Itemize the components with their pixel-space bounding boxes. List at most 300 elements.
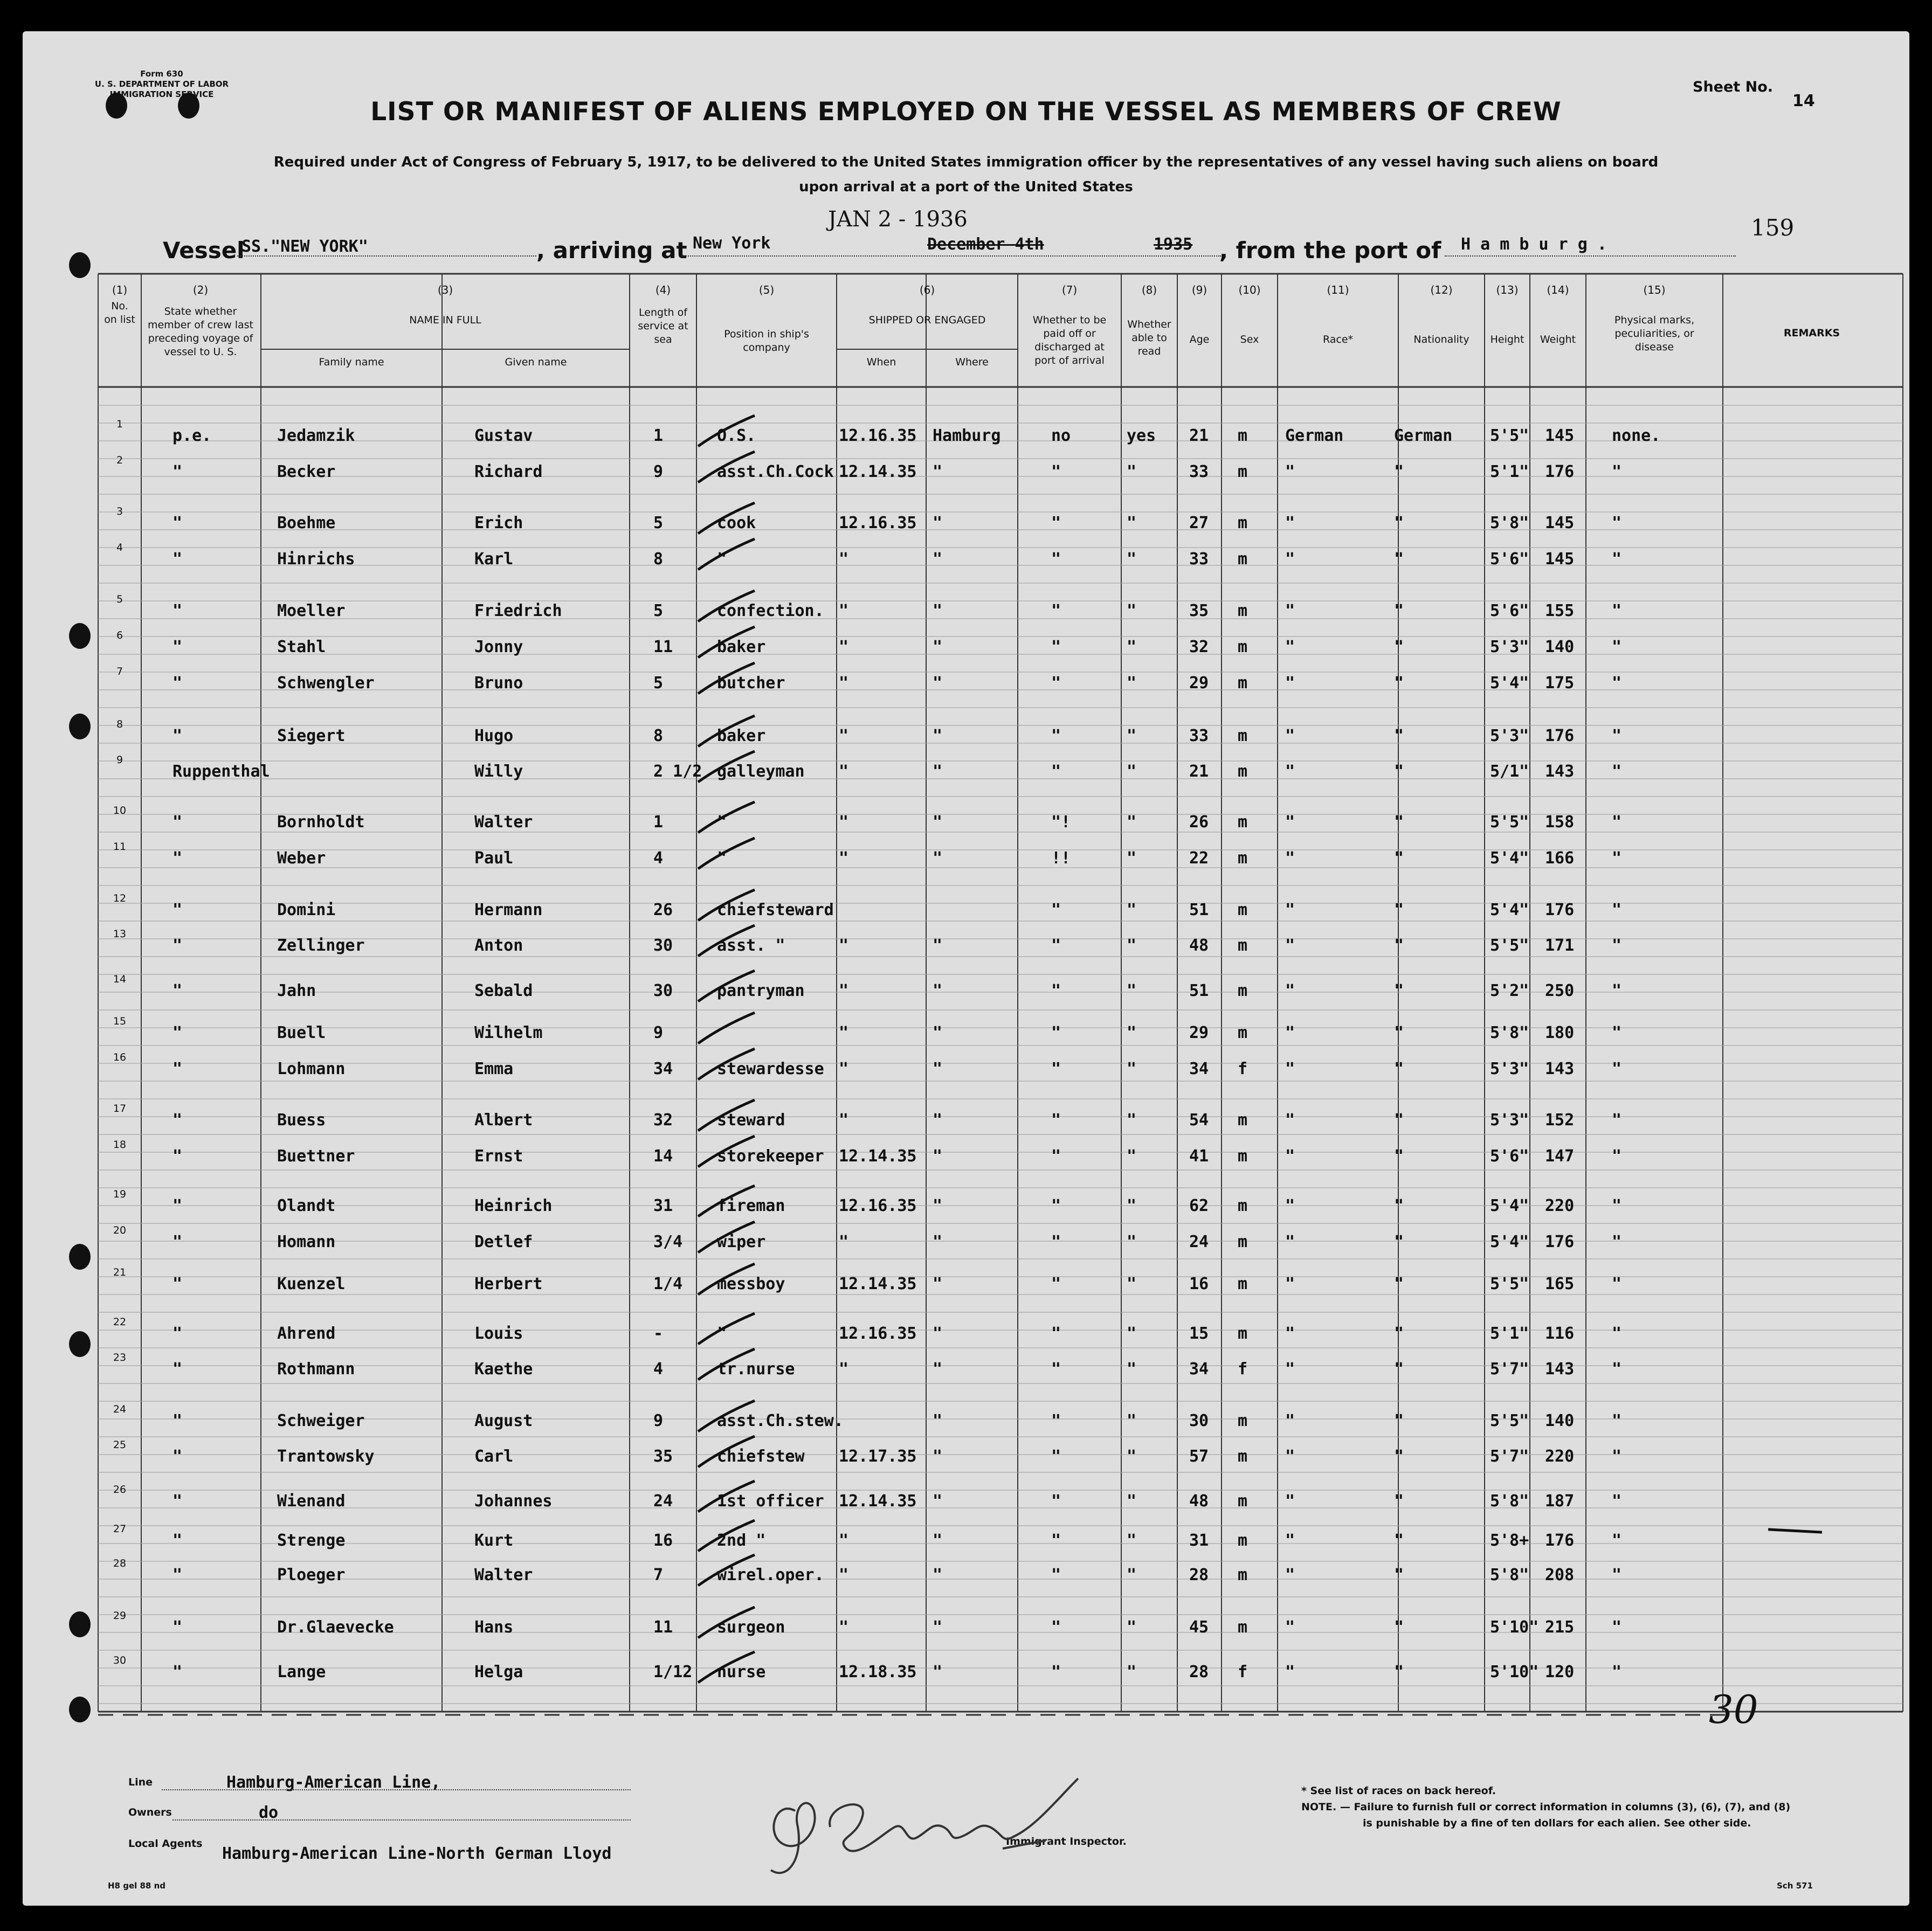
punch-hole xyxy=(69,252,91,278)
height-cell: 5'8+ xyxy=(1490,1531,1529,1550)
nationality-cell: " xyxy=(1394,849,1404,868)
given-name-cell: Willy xyxy=(474,762,523,781)
year-written: 1935 xyxy=(1154,235,1193,254)
age-cell: 45 xyxy=(1189,1618,1209,1637)
paid-off-cell: " xyxy=(1051,1360,1061,1379)
position-cell: " xyxy=(717,1324,727,1343)
given-name-cell: Helga xyxy=(474,1663,523,1681)
subheader-where: Where xyxy=(955,356,989,368)
arriving-label: , arriving at xyxy=(536,237,687,264)
weight-cell: 176 xyxy=(1545,1233,1575,1251)
weight-cell: 116 xyxy=(1545,1324,1575,1343)
physical-marks-cell: " xyxy=(1612,1060,1622,1078)
weight-cell: 220 xyxy=(1545,1196,1575,1215)
nationality-cell: " xyxy=(1394,1233,1404,1251)
nationality-cell: " xyxy=(1394,1663,1404,1681)
sex-cell: f xyxy=(1238,1060,1248,1078)
sex-cell: m xyxy=(1238,514,1248,532)
row-number: 2 xyxy=(116,454,123,466)
document-title: LIST OR MANIFEST OF ALIENS EMPLOYED ON THE VESSEL AS MEMBERS OF CREW xyxy=(370,97,1562,127)
given-name-cell: Hermann xyxy=(474,901,543,919)
shipped-when-cell: 12.16.35 xyxy=(839,426,917,445)
paid-off-cell: " xyxy=(1051,674,1061,693)
height-cell: 5'8" xyxy=(1490,1492,1529,1511)
prev-voyage-cell: " xyxy=(172,550,183,569)
check-stroke-mark xyxy=(695,1649,760,1687)
nationality-cell: " xyxy=(1394,674,1404,693)
paid-off-cell: " xyxy=(1051,981,1061,1000)
shipped-when-cell: 12.16.35 xyxy=(839,514,917,532)
given-name-cell: Carl xyxy=(474,1447,514,1466)
race-cell: " xyxy=(1285,1531,1295,1550)
shipped-where-cell: " xyxy=(933,1060,943,1078)
requirement-line-1: Required under Act of Congress of February 5, 1917, to be delivered to the United States immigration officer by the representatives of any vessel having such aliens on board xyxy=(273,154,1659,170)
given-name-cell: Walter xyxy=(474,813,533,832)
punch-hole xyxy=(69,1697,91,1722)
col-num-7: (7) xyxy=(1061,283,1078,296)
family-name-cell: Hinrichs xyxy=(277,550,355,569)
prev-voyage-cell: " xyxy=(172,1447,183,1466)
shipped-when-cell: " xyxy=(839,601,849,620)
shipped-when-cell: " xyxy=(839,726,849,745)
given-name-cell: Wilhelm xyxy=(474,1023,543,1042)
shipped-when-cell: " xyxy=(839,638,849,656)
position-cell: pantryman xyxy=(717,981,805,1000)
prev-voyage-cell: " xyxy=(172,1531,183,1550)
weight-cell: 158 xyxy=(1545,813,1575,832)
subheader-family-name: Family name xyxy=(319,356,384,368)
shipped-when-cell: " xyxy=(839,550,849,569)
prev-voyage-cell: " xyxy=(172,1275,183,1293)
service-length-cell: 30 xyxy=(653,981,673,1000)
prev-voyage-cell: " xyxy=(172,1492,183,1511)
family-name-cell: Schwengler xyxy=(277,674,375,693)
able-to-read-cell: " xyxy=(1127,550,1137,569)
family-name-cell: Ahrend xyxy=(277,1324,336,1343)
position-cell: butcher xyxy=(717,674,785,693)
weight-cell: 176 xyxy=(1545,462,1575,481)
age-cell: 51 xyxy=(1189,901,1209,919)
height-cell: 5'5" xyxy=(1490,813,1529,832)
col-header-12: Nationality xyxy=(1413,334,1469,345)
col-header-3: NAME IN FULL xyxy=(409,314,481,326)
sex-cell: m xyxy=(1238,1531,1248,1550)
check-stroke-mark xyxy=(695,1434,760,1471)
paid-off-cell: " xyxy=(1051,1411,1061,1430)
given-name-cell: Emma xyxy=(474,1060,514,1078)
given-name-cell: Bruno xyxy=(474,674,523,693)
position-cell: baker xyxy=(717,638,766,656)
position-cell: wirel.oper. xyxy=(717,1566,824,1584)
height-cell: 5'4" xyxy=(1490,901,1529,919)
row-number: 24 xyxy=(113,1403,127,1415)
weight-cell: 220 xyxy=(1545,1447,1575,1466)
schedule-code: Sch 571 xyxy=(1777,1881,1813,1891)
family-name-cell: Dr.Glaevecke xyxy=(277,1618,394,1637)
note-line-2: is punishable by a fine of ten dollars for each alien. See other side. xyxy=(1363,1817,1751,1829)
able-to-read-cell: " xyxy=(1127,1111,1137,1130)
check-stroke-mark xyxy=(695,1398,760,1436)
height-cell: 5'4" xyxy=(1490,674,1529,693)
check-stroke-mark xyxy=(695,1219,760,1257)
prev-voyage-cell: " xyxy=(172,514,183,532)
family-name-cell: Weber xyxy=(277,849,326,868)
check-stroke-mark xyxy=(695,624,760,662)
shipped-where-cell: " xyxy=(933,762,943,781)
service-length-cell: 4 xyxy=(653,849,664,868)
nationality-cell: " xyxy=(1394,1060,1404,1078)
given-name-cell: Detlef xyxy=(474,1233,533,1251)
able-to-read-cell: " xyxy=(1127,1492,1137,1511)
prev-voyage-cell: " xyxy=(172,601,183,620)
paid-off-cell: " xyxy=(1051,1111,1061,1130)
prev-voyage-cell: " xyxy=(172,1196,183,1215)
family-name-cell: Becker xyxy=(277,462,336,481)
check-stroke-mark xyxy=(695,923,760,960)
prev-voyage-cell: " xyxy=(172,1147,183,1166)
row-number: 12 xyxy=(113,892,127,904)
height-cell: 5'6" xyxy=(1490,550,1529,569)
col-header-4: Length of service at sea xyxy=(638,307,688,345)
owners-label: Owners xyxy=(128,1807,172,1818)
line-value: Hamburg-American Line, xyxy=(226,1773,441,1792)
physical-marks-cell: " xyxy=(1612,1411,1622,1430)
height-cell: 5'8" xyxy=(1490,1023,1529,1042)
check-stroke-mark xyxy=(695,588,760,626)
paid-off-cell: " xyxy=(1051,726,1061,745)
paid-off-cell: " xyxy=(1051,936,1061,955)
check-stroke-mark xyxy=(695,713,760,751)
age-cell: 30 xyxy=(1189,1411,1209,1430)
position-cell: steward xyxy=(717,1111,785,1130)
service-length-cell: 9 xyxy=(653,462,664,481)
position-cell: confection. xyxy=(717,601,824,620)
weight-cell: 215 xyxy=(1545,1618,1575,1637)
note-line-1: NOTE. — Failure to furnish full or correct information in columns (3), (6), (7), and (8) xyxy=(1301,1801,1791,1813)
nationality-cell: " xyxy=(1394,901,1404,919)
shipped-where-cell: " xyxy=(933,1275,943,1293)
shipped-where-cell: " xyxy=(933,674,943,693)
service-length-cell: 11 xyxy=(653,1618,673,1637)
paid-off-cell: " xyxy=(1051,901,1061,919)
nationality-cell: " xyxy=(1394,1111,1404,1130)
check-stroke-mark xyxy=(695,1046,760,1084)
paid-off-cell: " xyxy=(1051,601,1061,620)
given-name-cell: Louis xyxy=(474,1324,523,1343)
race-cell: " xyxy=(1285,813,1295,832)
prev-voyage-cell: " xyxy=(172,1111,183,1130)
from-underline xyxy=(1445,255,1736,257)
height-cell: 5'2" xyxy=(1490,981,1529,1000)
height-cell: 5'4" xyxy=(1490,849,1529,868)
check-stroke-mark xyxy=(695,1097,760,1135)
nationality-cell: " xyxy=(1394,813,1404,832)
race-cell: " xyxy=(1285,901,1295,919)
family-name-cell: Jedamzik xyxy=(277,426,355,445)
physical-marks-cell: " xyxy=(1612,674,1622,693)
note-races: * See list of races on back hereof. xyxy=(1301,1785,1496,1797)
service-length-cell: 7 xyxy=(653,1566,664,1584)
physical-marks-cell: " xyxy=(1612,550,1622,569)
service-length-cell: 8 xyxy=(653,726,664,745)
row-number: 19 xyxy=(113,1188,127,1200)
col-header-1: No. on list xyxy=(104,300,135,326)
able-to-read-cell: " xyxy=(1127,901,1137,919)
able-to-read-cell: " xyxy=(1127,1447,1137,1466)
position-cell: " xyxy=(717,813,727,832)
family-name-cell: Lange xyxy=(277,1663,326,1681)
check-stroke-mark xyxy=(695,1346,760,1384)
prev-voyage-cell: " xyxy=(172,462,183,481)
row-number: 18 xyxy=(113,1139,127,1151)
weight-cell: 208 xyxy=(1545,1566,1575,1584)
age-cell: 35 xyxy=(1189,601,1209,620)
height-cell: 5'10" xyxy=(1490,1663,1539,1681)
service-length-cell: 8 xyxy=(653,550,664,569)
prev-voyage-cell: " xyxy=(172,813,183,832)
shipped-where-cell: " xyxy=(933,1023,943,1042)
shipped-when-cell: 12.18.35 xyxy=(839,1663,917,1681)
service-length-cell: 2 1/2 xyxy=(653,762,702,781)
owners-value: do xyxy=(259,1803,279,1822)
weight-cell: 120 xyxy=(1545,1663,1575,1681)
prev-voyage-cell: p.e. xyxy=(172,426,212,445)
row-number: 13 xyxy=(113,928,127,940)
date-written: December 4th xyxy=(927,235,1044,254)
family-name-cell: Trantowsky xyxy=(277,1447,375,1466)
family-name-cell: Buettner xyxy=(277,1147,355,1166)
row-number: 5 xyxy=(116,593,123,605)
nationality-cell: " xyxy=(1394,1275,1404,1293)
given-name-cell: Gustav xyxy=(474,426,533,445)
given-name-cell: Heinrich xyxy=(474,1196,553,1215)
service-length-cell: 35 xyxy=(653,1447,673,1466)
weight-cell: 176 xyxy=(1545,901,1575,919)
able-to-read-cell: " xyxy=(1127,936,1137,955)
position-cell: asst.Ch.Cock xyxy=(717,462,834,481)
service-length-cell: 1/4 xyxy=(653,1275,683,1293)
arriving-port: New York xyxy=(693,234,771,253)
nationality-cell: " xyxy=(1394,514,1404,532)
col-num-12: (12) xyxy=(1430,283,1453,296)
row-number: 3 xyxy=(116,506,123,517)
check-stroke-mark xyxy=(695,660,760,698)
physical-marks-cell: none. xyxy=(1612,426,1661,445)
race-cell: " xyxy=(1285,762,1295,781)
total-count-handwritten: 30 xyxy=(1709,1687,1758,1732)
able-to-read-cell: " xyxy=(1127,1275,1137,1293)
race-cell: " xyxy=(1285,1663,1295,1681)
physical-marks-cell: " xyxy=(1612,1324,1622,1343)
position-cell: galleyman xyxy=(717,762,805,781)
physical-marks-cell: " xyxy=(1612,936,1622,955)
shipped-when-cell: 12.16.35 xyxy=(839,1196,917,1215)
position-cell: stewardesse xyxy=(717,1060,824,1078)
col-num-11: (11) xyxy=(1327,283,1349,296)
col-header-14: Weight xyxy=(1540,334,1576,345)
position-cell: " xyxy=(717,849,727,868)
able-to-read-cell: " xyxy=(1127,1531,1137,1550)
service-length-cell: 4 xyxy=(653,1360,664,1379)
row-number: 16 xyxy=(113,1051,127,1063)
weight-cell: 152 xyxy=(1545,1111,1575,1130)
shipped-when-cell: " xyxy=(839,1023,849,1042)
shipped-when-cell: " xyxy=(839,674,849,693)
given-name-cell: Paul xyxy=(474,849,514,868)
age-cell: 32 xyxy=(1189,638,1209,656)
age-cell: 28 xyxy=(1189,1566,1209,1584)
nationality-cell: " xyxy=(1394,1531,1404,1550)
shipped-when-cell: " xyxy=(839,1111,849,1130)
race-cell: " xyxy=(1285,1566,1295,1584)
weight-cell: 175 xyxy=(1545,674,1575,693)
weight-cell: 176 xyxy=(1545,1531,1575,1550)
service-length-cell: 5 xyxy=(653,674,664,693)
family-name-cell: Moeller xyxy=(277,601,346,620)
height-cell: 5'1" xyxy=(1490,1324,1529,1343)
sex-cell: f xyxy=(1238,1663,1248,1681)
weight-cell: 180 xyxy=(1545,1023,1575,1042)
col-num-13: (13) xyxy=(1496,283,1519,296)
able-to-read-cell: " xyxy=(1127,1233,1137,1251)
height-cell: 5'5" xyxy=(1490,426,1529,445)
position-cell: fireman xyxy=(717,1196,785,1215)
shipped-where-cell: " xyxy=(933,981,943,1000)
shipped-when-cell: 12.17.35 xyxy=(839,1447,917,1466)
vessel-name: SS."NEW YORK" xyxy=(242,237,368,256)
physical-marks-cell: " xyxy=(1612,1447,1622,1466)
given-name-cell: Sebald xyxy=(474,981,533,1000)
sex-cell: m xyxy=(1238,674,1248,693)
height-cell: 5'8" xyxy=(1490,514,1529,532)
prev-voyage-cell: " xyxy=(172,936,183,955)
service-length-cell: 9 xyxy=(653,1023,664,1042)
nationality-cell: " xyxy=(1394,601,1404,620)
shipped-when-cell: " xyxy=(839,1233,849,1251)
row-number: 10 xyxy=(113,805,127,816)
family-name-cell: Ploeger xyxy=(277,1566,346,1584)
service-length-cell: 3/4 xyxy=(653,1233,683,1251)
shipped-when-cell: " xyxy=(839,813,849,832)
paid-off-cell: " xyxy=(1051,1447,1061,1466)
given-name-cell: Anton xyxy=(474,936,523,955)
form-number: Form 630 xyxy=(140,69,183,79)
shipped-where-cell: " xyxy=(933,849,943,868)
given-name-cell: Richard xyxy=(474,462,543,481)
height-cell: 5'4" xyxy=(1490,1233,1529,1251)
service-length-cell: 26 xyxy=(653,901,673,919)
punch-hole xyxy=(69,714,91,739)
shipped-when-cell: " xyxy=(839,762,849,781)
col-header-6: SHIPPED OR ENGAGED xyxy=(868,314,986,326)
paid-off-cell: no xyxy=(1051,426,1071,445)
nationality-cell: " xyxy=(1394,1147,1404,1166)
punch-hole xyxy=(69,623,91,649)
sex-cell: m xyxy=(1238,981,1248,1000)
physical-marks-cell: " xyxy=(1612,601,1622,620)
able-to-read-cell: " xyxy=(1127,1618,1137,1637)
sex-cell: m xyxy=(1238,1618,1248,1637)
given-name-cell: Jonny xyxy=(474,638,523,656)
check-stroke-mark xyxy=(695,749,760,786)
race-cell: " xyxy=(1285,514,1295,532)
family-name-cell: Boehme xyxy=(277,514,336,532)
weight-cell: 143 xyxy=(1545,1060,1575,1078)
row-number: 15 xyxy=(113,1015,127,1027)
physical-marks-cell: " xyxy=(1612,1566,1622,1584)
race-cell: " xyxy=(1285,1324,1295,1343)
inspector-signature xyxy=(744,1768,1121,1881)
paid-off-cell: " xyxy=(1051,1531,1061,1550)
check-stroke-mark xyxy=(695,449,760,487)
able-to-read-cell: " xyxy=(1127,1566,1137,1584)
able-to-read-cell: " xyxy=(1127,1663,1137,1681)
given-name-cell: Erich xyxy=(474,514,523,532)
given-name-cell: Kaethe xyxy=(474,1360,533,1379)
shipped-when-cell: 12.16.35 xyxy=(839,1324,917,1343)
shipped-when-cell: " xyxy=(839,1531,849,1550)
nationality-cell: " xyxy=(1394,462,1404,481)
race-cell: " xyxy=(1285,726,1295,745)
check-stroke-mark xyxy=(695,1311,760,1348)
sheet-label: Sheet No. xyxy=(1693,79,1774,95)
physical-marks-cell: " xyxy=(1612,1360,1622,1379)
position-cell: asst.Ch.stew. xyxy=(717,1411,844,1430)
col-num-3: (3) xyxy=(437,283,453,296)
position-cell: cook xyxy=(717,514,756,532)
height-cell: 5'3" xyxy=(1490,726,1529,745)
able-to-read-cell: " xyxy=(1127,1324,1137,1343)
check-stroke-mark xyxy=(695,413,760,451)
shipped-where-cell: " xyxy=(933,726,943,745)
weight-cell: 140 xyxy=(1545,1411,1575,1430)
prev-voyage-cell: " xyxy=(172,1663,183,1681)
service-length-cell: 1 xyxy=(653,813,664,832)
prev-voyage-cell: " xyxy=(172,1618,183,1637)
shipped-where-cell: " xyxy=(933,1233,943,1251)
shipped-where-cell: " xyxy=(933,1196,943,1215)
age-cell: 33 xyxy=(1189,550,1209,569)
prev-voyage-cell: " xyxy=(172,638,183,656)
race-cell: " xyxy=(1285,849,1295,868)
age-cell: 51 xyxy=(1189,981,1209,1000)
shipped-when-cell: " xyxy=(839,1060,849,1078)
prev-voyage-cell: " xyxy=(172,901,183,919)
height-cell: 5'3" xyxy=(1490,1111,1529,1130)
physical-marks-cell: " xyxy=(1612,813,1622,832)
family-name-cell: Olandt xyxy=(277,1196,336,1215)
paid-off-cell: " xyxy=(1051,1275,1061,1293)
nationality-cell: " xyxy=(1394,550,1404,569)
row-number: 11 xyxy=(113,841,127,853)
shipped-when-cell: " xyxy=(839,981,849,1000)
prev-voyage-cell: " xyxy=(172,1060,183,1078)
shipped-where-cell: " xyxy=(933,1663,943,1681)
row-number: 14 xyxy=(113,973,127,985)
service-name: IMMIGRATION SERVICE xyxy=(109,89,214,99)
able-to-read-cell: " xyxy=(1127,849,1137,868)
printer-code: H8 gel 88 nd xyxy=(108,1881,165,1891)
sex-cell: m xyxy=(1238,1447,1248,1466)
check-stroke-mark xyxy=(695,835,760,873)
paid-off-cell: " xyxy=(1051,1566,1061,1584)
physical-marks-cell: " xyxy=(1612,1233,1622,1251)
col-num-15: (15) xyxy=(1643,283,1666,296)
race-cell: " xyxy=(1285,1411,1295,1430)
shipped-when-cell: " xyxy=(839,1618,849,1637)
sex-cell: m xyxy=(1238,638,1248,656)
race-cell: " xyxy=(1285,1492,1295,1511)
